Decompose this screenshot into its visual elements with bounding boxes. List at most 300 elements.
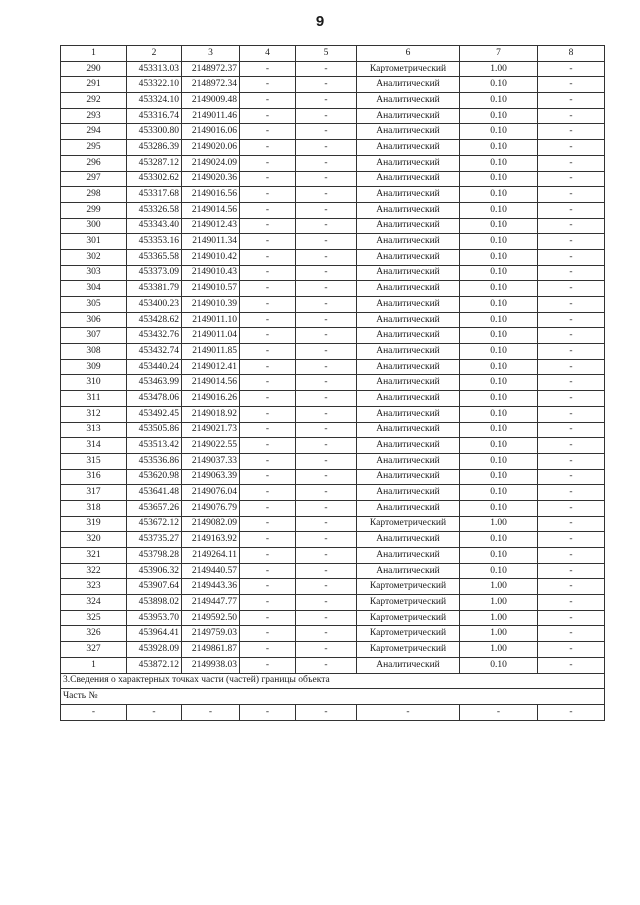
method-cell: Аналитический: [357, 265, 460, 281]
y-coordinate-cell: 2148972.37: [182, 61, 240, 77]
point-number-cell: 303: [61, 265, 127, 281]
point-number-cell: 291: [61, 77, 127, 93]
col8-cell: -: [538, 422, 605, 438]
col8-cell: -: [538, 642, 605, 658]
x-coordinate-cell: 453657.26: [127, 500, 182, 516]
point-number-cell: 311: [61, 391, 127, 407]
point-number-cell: 322: [61, 563, 127, 579]
col4-cell: -: [240, 532, 296, 548]
col4-cell: -: [240, 202, 296, 218]
column-header: 5: [296, 46, 357, 62]
col8-cell: -: [538, 312, 605, 328]
column-header: 3: [182, 46, 240, 62]
table-row: [61, 595, 605, 611]
col5-cell: -: [296, 344, 357, 360]
col4-cell: -: [240, 485, 296, 501]
point-number-cell: 312: [61, 406, 127, 422]
col5-cell: -: [296, 500, 357, 516]
accuracy-cell: 0.10: [460, 155, 538, 171]
table-row: [61, 406, 605, 422]
table-row: [61, 375, 605, 391]
x-coordinate-cell: 453672.12: [127, 516, 182, 532]
point-number-cell: 306: [61, 312, 127, 328]
method-cell: Аналитический: [357, 485, 460, 501]
empty-cell: -: [460, 704, 538, 720]
point-number-cell: 290: [61, 61, 127, 77]
x-coordinate-cell: 453928.09: [127, 642, 182, 658]
col5-cell: -: [296, 155, 357, 171]
col4-cell: -: [240, 642, 296, 658]
accuracy-cell: 0.10: [460, 375, 538, 391]
method-cell: Аналитический: [357, 218, 460, 234]
col8-cell: -: [538, 469, 605, 485]
table-row: [61, 77, 605, 93]
col5-cell: -: [296, 297, 357, 313]
column-header: 6: [357, 46, 460, 62]
method-cell: Аналитический: [357, 297, 460, 313]
col5-cell: -: [296, 93, 357, 109]
col4-cell: -: [240, 626, 296, 642]
accuracy-cell: 0.10: [460, 328, 538, 344]
table-row: [61, 642, 605, 658]
x-coordinate-cell: 453302.62: [127, 171, 182, 187]
col4-cell: -: [240, 140, 296, 156]
method-cell: Аналитический: [357, 500, 460, 516]
col5-cell: -: [296, 124, 357, 140]
table-row: [61, 344, 605, 360]
y-coordinate-cell: 2149014.56: [182, 202, 240, 218]
y-coordinate-cell: 2149082.09: [182, 516, 240, 532]
y-coordinate-cell: 2149010.39: [182, 297, 240, 313]
accuracy-cell: 0.10: [460, 359, 538, 375]
col8-cell: -: [538, 77, 605, 93]
point-number-cell: 315: [61, 453, 127, 469]
col5-cell: -: [296, 626, 357, 642]
col4-cell: -: [240, 453, 296, 469]
col5-cell: -: [296, 218, 357, 234]
table-row: [61, 108, 605, 124]
accuracy-cell: 0.10: [460, 249, 538, 265]
accuracy-cell: 0.10: [460, 265, 538, 281]
col8-cell: -: [538, 595, 605, 611]
y-coordinate-cell: 2149076.79: [182, 500, 240, 516]
col8-cell: -: [538, 124, 605, 140]
empty-cell: -: [538, 704, 605, 720]
x-coordinate-cell: 453343.40: [127, 218, 182, 234]
method-cell: Аналитический: [357, 453, 460, 469]
col4-cell: -: [240, 297, 296, 313]
col8-cell: -: [538, 359, 605, 375]
col8-cell: -: [538, 406, 605, 422]
col4-cell: -: [240, 265, 296, 281]
col4-cell: -: [240, 93, 296, 109]
point-number-cell: 310: [61, 375, 127, 391]
point-number-cell: 305: [61, 297, 127, 313]
method-cell: Аналитический: [357, 359, 460, 375]
accuracy-cell: 0.10: [460, 202, 538, 218]
x-coordinate-cell: 453492.45: [127, 406, 182, 422]
x-coordinate-cell: 453287.12: [127, 155, 182, 171]
method-cell: Аналитический: [357, 375, 460, 391]
accuracy-cell: 0.10: [460, 281, 538, 297]
col4-cell: -: [240, 61, 296, 77]
accuracy-cell: 0.10: [460, 108, 538, 124]
col4-cell: -: [240, 657, 296, 673]
point-number-cell: 314: [61, 438, 127, 454]
x-coordinate-cell: 453322.10: [127, 77, 182, 93]
y-coordinate-cell: 2149010.57: [182, 281, 240, 297]
point-number-cell: 313: [61, 422, 127, 438]
accuracy-cell: 1.00: [460, 610, 538, 626]
y-coordinate-cell: 2149011.85: [182, 344, 240, 360]
col8-cell: -: [538, 265, 605, 281]
col5-cell: -: [296, 249, 357, 265]
col5-cell: -: [296, 548, 357, 564]
x-coordinate-cell: 453536.86: [127, 453, 182, 469]
table-row: [61, 579, 605, 595]
col5-cell: -: [296, 359, 357, 375]
table-row: [61, 469, 605, 485]
x-coordinate-cell: 453735.27: [127, 532, 182, 548]
table-row: [61, 485, 605, 501]
accuracy-cell: 0.10: [460, 453, 538, 469]
x-coordinate-cell: 453428.62: [127, 312, 182, 328]
point-number-cell: 323: [61, 579, 127, 595]
point-number-cell: 1: [61, 657, 127, 673]
point-number-cell: 295: [61, 140, 127, 156]
col4-cell: -: [240, 375, 296, 391]
method-cell: Картометрический: [357, 626, 460, 642]
accuracy-cell: 0.10: [460, 77, 538, 93]
table-row: [61, 391, 605, 407]
x-coordinate-cell: 453300.80: [127, 124, 182, 140]
method-cell: Аналитический: [357, 187, 460, 203]
table-row: [61, 422, 605, 438]
col5-cell: -: [296, 469, 357, 485]
table-row: [61, 563, 605, 579]
col5-cell: -: [296, 265, 357, 281]
y-coordinate-cell: 2149011.04: [182, 328, 240, 344]
col5-cell: -: [296, 61, 357, 77]
col4-cell: -: [240, 108, 296, 124]
col4-cell: -: [240, 359, 296, 375]
table-row: [61, 453, 605, 469]
x-coordinate-cell: 453432.74: [127, 344, 182, 360]
table-row: [61, 140, 605, 156]
point-number-cell: 299: [61, 202, 127, 218]
col8-cell: -: [538, 485, 605, 501]
col4-cell: -: [240, 469, 296, 485]
page-number: 9: [315, 13, 325, 30]
y-coordinate-cell: 2149018.92: [182, 406, 240, 422]
y-coordinate-cell: 2149009.48: [182, 93, 240, 109]
y-coordinate-cell: 2149010.42: [182, 249, 240, 265]
point-number-cell: 321: [61, 548, 127, 564]
col5-cell: -: [296, 140, 357, 156]
x-coordinate-cell: 453513.42: [127, 438, 182, 454]
col8-cell: -: [538, 500, 605, 516]
point-number-cell: 326: [61, 626, 127, 642]
x-coordinate-cell: 453381.79: [127, 281, 182, 297]
point-number-cell: 317: [61, 485, 127, 501]
method-cell: Аналитический: [357, 391, 460, 407]
table-row: [61, 328, 605, 344]
method-cell: Аналитический: [357, 124, 460, 140]
table-row: [61, 657, 605, 673]
col5-cell: -: [296, 171, 357, 187]
y-coordinate-cell: 2149938.03: [182, 657, 240, 673]
point-number-cell: 307: [61, 328, 127, 344]
y-coordinate-cell: 2149010.43: [182, 265, 240, 281]
col4-cell: -: [240, 77, 296, 93]
method-cell: Аналитический: [357, 249, 460, 265]
table-header-row: [61, 46, 605, 62]
method-cell: Аналитический: [357, 281, 460, 297]
table-row: [61, 124, 605, 140]
y-coordinate-cell: 2149014.56: [182, 375, 240, 391]
accuracy-cell: 0.10: [460, 93, 538, 109]
part-label-row: [61, 689, 605, 705]
col8-cell: -: [538, 281, 605, 297]
col8-cell: -: [538, 516, 605, 532]
col5-cell: -: [296, 642, 357, 658]
accuracy-cell: 0.10: [460, 406, 538, 422]
accuracy-cell: 0.10: [460, 438, 538, 454]
accuracy-cell: 0.10: [460, 218, 538, 234]
point-number-cell: 300: [61, 218, 127, 234]
y-coordinate-cell: 2149020.06: [182, 140, 240, 156]
point-number-cell: 309: [61, 359, 127, 375]
method-cell: Картометрический: [357, 610, 460, 626]
table-row: [61, 532, 605, 548]
col4-cell: -: [240, 344, 296, 360]
y-coordinate-cell: 2148972.34: [182, 77, 240, 93]
part-label: Часть №: [61, 689, 605, 705]
column-header: 4: [240, 46, 296, 62]
col5-cell: -: [296, 328, 357, 344]
col8-cell: -: [538, 140, 605, 156]
y-coordinate-cell: 2149447.77: [182, 595, 240, 611]
accuracy-cell: 1.00: [460, 595, 538, 611]
x-coordinate-cell: 453620.98: [127, 469, 182, 485]
col5-cell: -: [296, 422, 357, 438]
col8-cell: -: [538, 344, 605, 360]
table-row: [61, 281, 605, 297]
accuracy-cell: 0.10: [460, 312, 538, 328]
table-row: [61, 171, 605, 187]
y-coordinate-cell: 2149063.39: [182, 469, 240, 485]
method-cell: Аналитический: [357, 155, 460, 171]
point-number-cell: 327: [61, 642, 127, 658]
accuracy-cell: 0.10: [460, 422, 538, 438]
method-cell: Аналитический: [357, 312, 460, 328]
section-title: 3.Сведения о характерных точках части (частей) границы объекта: [61, 673, 605, 689]
point-number-cell: 298: [61, 187, 127, 203]
point-number-cell: 292: [61, 93, 127, 109]
method-cell: Аналитический: [357, 140, 460, 156]
section-title-row: [61, 673, 605, 689]
y-coordinate-cell: 2149076.04: [182, 485, 240, 501]
y-coordinate-cell: 2149011.10: [182, 312, 240, 328]
empty-cell: -: [61, 704, 127, 720]
col4-cell: -: [240, 124, 296, 140]
col5-cell: -: [296, 563, 357, 579]
col8-cell: -: [538, 202, 605, 218]
y-coordinate-cell: 2149020.36: [182, 171, 240, 187]
x-coordinate-cell: 453898.02: [127, 595, 182, 611]
x-coordinate-cell: 453907.64: [127, 579, 182, 595]
accuracy-cell: 1.00: [460, 642, 538, 658]
col8-cell: -: [538, 438, 605, 454]
col4-cell: -: [240, 171, 296, 187]
accuracy-cell: 0.10: [460, 500, 538, 516]
method-cell: Аналитический: [357, 234, 460, 250]
x-coordinate-cell: 453353.16: [127, 234, 182, 250]
table-row: [61, 249, 605, 265]
point-number-cell: 318: [61, 500, 127, 516]
x-coordinate-cell: 453798.28: [127, 548, 182, 564]
col4-cell: -: [240, 595, 296, 611]
point-number-cell: 296: [61, 155, 127, 171]
accuracy-cell: 0.10: [460, 657, 538, 673]
accuracy-cell: 1.00: [460, 516, 538, 532]
method-cell: Аналитический: [357, 548, 460, 564]
empty-cell: -: [296, 704, 357, 720]
col8-cell: -: [538, 532, 605, 548]
table-row: [61, 155, 605, 171]
col5-cell: -: [296, 187, 357, 203]
method-cell: Аналитический: [357, 108, 460, 124]
method-cell: Картометрический: [357, 595, 460, 611]
accuracy-cell: 0.10: [460, 297, 538, 313]
y-coordinate-cell: 2149759.03: [182, 626, 240, 642]
col8-cell: -: [538, 171, 605, 187]
point-number-cell: 302: [61, 249, 127, 265]
y-coordinate-cell: 2149016.26: [182, 391, 240, 407]
col8-cell: -: [538, 108, 605, 124]
table-row: [61, 202, 605, 218]
method-cell: Аналитический: [357, 202, 460, 218]
accuracy-cell: 0.10: [460, 171, 538, 187]
coordinates-table: [60, 45, 605, 721]
table-row: [61, 234, 605, 250]
col5-cell: -: [296, 234, 357, 250]
x-coordinate-cell: 453286.39: [127, 140, 182, 156]
col5-cell: -: [296, 516, 357, 532]
x-coordinate-cell: 453400.23: [127, 297, 182, 313]
y-coordinate-cell: 2149012.41: [182, 359, 240, 375]
col5-cell: -: [296, 202, 357, 218]
method-cell: Картометрический: [357, 516, 460, 532]
point-number-cell: 294: [61, 124, 127, 140]
x-coordinate-cell: 453964.41: [127, 626, 182, 642]
column-header: 7: [460, 46, 538, 62]
table-row: [61, 93, 605, 109]
x-coordinate-cell: 453872.12: [127, 657, 182, 673]
empty-cell: -: [127, 704, 182, 720]
empty-cell: -: [240, 704, 296, 720]
method-cell: Аналитический: [357, 93, 460, 109]
method-cell: Аналитический: [357, 344, 460, 360]
col8-cell: -: [538, 548, 605, 564]
accuracy-cell: 0.10: [460, 124, 538, 140]
col5-cell: -: [296, 406, 357, 422]
y-coordinate-cell: 2149021.73: [182, 422, 240, 438]
method-cell: Аналитический: [357, 328, 460, 344]
method-cell: Аналитический: [357, 469, 460, 485]
col8-cell: -: [538, 155, 605, 171]
col4-cell: -: [240, 422, 296, 438]
col5-cell: -: [296, 610, 357, 626]
col5-cell: -: [296, 438, 357, 454]
table-row: [61, 438, 605, 454]
col4-cell: -: [240, 155, 296, 171]
accuracy-cell: 0.10: [460, 344, 538, 360]
accuracy-cell: 0.10: [460, 532, 538, 548]
col8-cell: -: [538, 93, 605, 109]
col8-cell: -: [538, 657, 605, 673]
x-coordinate-cell: 453313.03: [127, 61, 182, 77]
x-coordinate-cell: 453316.74: [127, 108, 182, 124]
col8-cell: -: [538, 563, 605, 579]
table-row: [61, 610, 605, 626]
col5-cell: -: [296, 595, 357, 611]
point-number-cell: 297: [61, 171, 127, 187]
col8-cell: -: [538, 234, 605, 250]
col5-cell: -: [296, 391, 357, 407]
col8-cell: -: [538, 391, 605, 407]
col4-cell: -: [240, 563, 296, 579]
col8-cell: -: [538, 626, 605, 642]
col8-cell: -: [538, 453, 605, 469]
table-row: [61, 548, 605, 564]
method-cell: Аналитический: [357, 422, 460, 438]
col5-cell: -: [296, 579, 357, 595]
col4-cell: -: [240, 406, 296, 422]
y-coordinate-cell: 2149016.56: [182, 187, 240, 203]
point-number-cell: 325: [61, 610, 127, 626]
point-number-cell: 320: [61, 532, 127, 548]
col4-cell: -: [240, 438, 296, 454]
x-coordinate-cell: 453463.99: [127, 375, 182, 391]
y-coordinate-cell: 2149016.06: [182, 124, 240, 140]
accuracy-cell: 1.00: [460, 579, 538, 595]
col5-cell: -: [296, 312, 357, 328]
accuracy-cell: 0.10: [460, 469, 538, 485]
col4-cell: -: [240, 328, 296, 344]
y-coordinate-cell: 2149861.87: [182, 642, 240, 658]
col4-cell: -: [240, 234, 296, 250]
table-row: [61, 500, 605, 516]
table-row: [61, 187, 605, 203]
column-header: 2: [127, 46, 182, 62]
accuracy-cell: 0.10: [460, 548, 538, 564]
table-row: [61, 61, 605, 77]
method-cell: Аналитический: [357, 406, 460, 422]
col5-cell: -: [296, 485, 357, 501]
col4-cell: -: [240, 249, 296, 265]
empty-cell: -: [357, 704, 460, 720]
table-row: [61, 312, 605, 328]
col8-cell: -: [538, 249, 605, 265]
method-cell: Картометрический: [357, 61, 460, 77]
x-coordinate-cell: 453478.06: [127, 391, 182, 407]
y-coordinate-cell: 2149022.55: [182, 438, 240, 454]
x-coordinate-cell: 453505.86: [127, 422, 182, 438]
accuracy-cell: 0.10: [460, 187, 538, 203]
y-coordinate-cell: 2149163.92: [182, 532, 240, 548]
col8-cell: -: [538, 187, 605, 203]
